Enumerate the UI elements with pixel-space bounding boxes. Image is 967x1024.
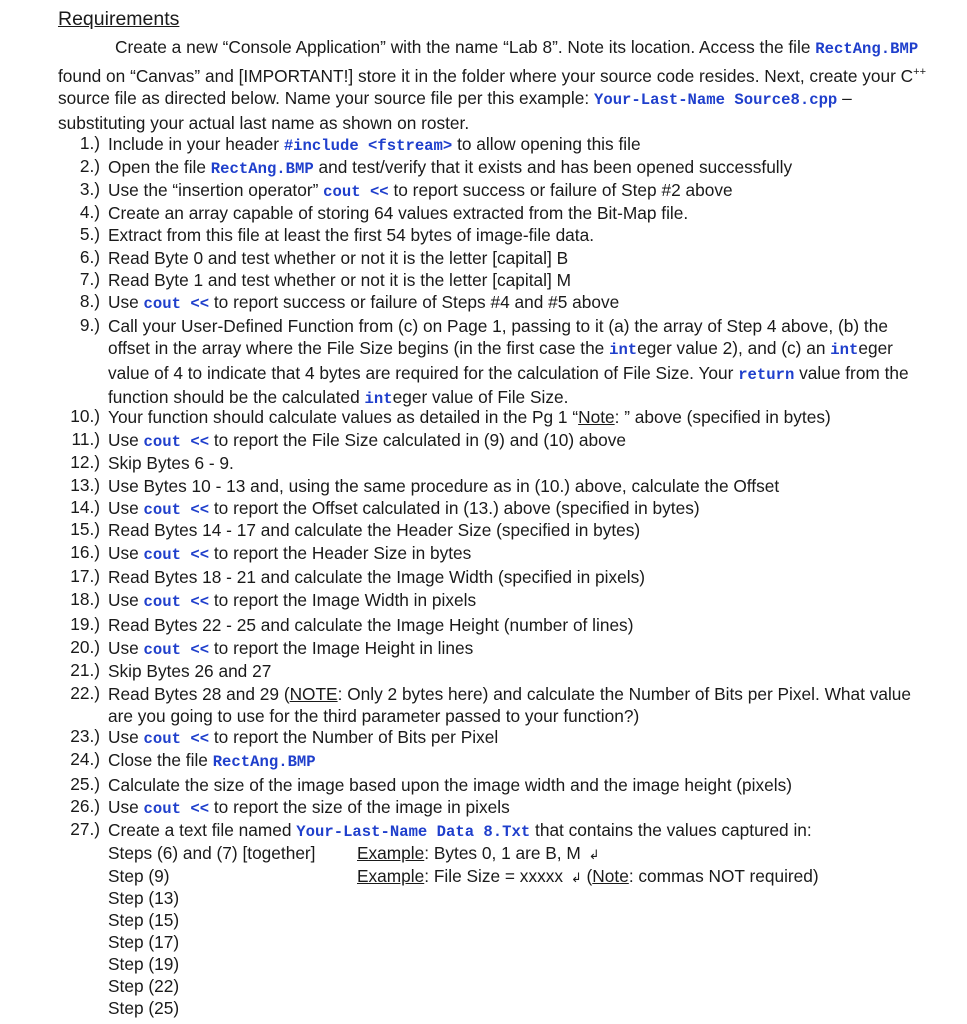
code-token: cout << xyxy=(143,501,210,519)
step-reference: Steps (6) and (7) [together] xyxy=(108,843,316,863)
code-token: cout << xyxy=(143,730,210,748)
text-segment: Create a text file named xyxy=(108,820,297,840)
return-arrow-icon: ↲ xyxy=(570,870,582,885)
text-segment: Call your User-Defined Function from (c) on Page 1, passing to it (a) the array of Step 4 above, (b) the offset in the array where the File Size begins (in the first case the xyxy=(108,316,888,359)
list-item-text xyxy=(108,566,928,588)
list-item-text xyxy=(108,269,928,291)
list-item-number: 14.) xyxy=(70,497,100,517)
example-label: Example xyxy=(357,866,425,886)
list-item-number: 21.) xyxy=(70,660,100,680)
text-segment: Your function should calculate values as detailed in the Pg 1 “ xyxy=(108,407,579,427)
text-segment: to report the Image Height in lines xyxy=(209,638,474,658)
text-segment: Use the “insertion operator” xyxy=(108,180,324,200)
text-segment: Use xyxy=(108,292,144,312)
intro-text: found on “Canvas” and [IMPORTANT!] store it in the folder where your source code resides. Next, create your C xyxy=(58,65,914,86)
code-token: cout << xyxy=(323,183,389,201)
text-segment: Calculate the size of the image based upon the image width and the image height (pixels) xyxy=(108,775,792,795)
list-item-number: 22.) xyxy=(70,683,100,703)
text-segment: to report success or failure of Steps #4 and #5 above xyxy=(209,292,620,312)
text-segment: : Only 2 bytes here) and calculate the Number of Bits per Pixel. What value are you going to use for the third parameter passed to your function?) xyxy=(108,684,912,727)
underlined-label: NOTE xyxy=(289,684,338,704)
list-item-text xyxy=(108,406,928,428)
step-reference: Step (13) xyxy=(108,888,180,908)
list-item-text xyxy=(108,683,928,728)
text-segment: to allow opening this file xyxy=(452,134,641,154)
code-token: RectAng.BMP xyxy=(212,753,316,771)
text-segment: Create an array capable of storing 64 values extracted from the Bit-Map file. xyxy=(108,203,689,223)
list-item-text xyxy=(108,133,928,157)
list-item-text xyxy=(108,774,928,796)
intro-paragraph xyxy=(58,36,938,135)
list-item-number: 27.) xyxy=(70,819,100,839)
list-item-number: 23.) xyxy=(70,726,100,746)
list-item-text xyxy=(108,315,928,410)
intro-file-name: RectAng.BMP xyxy=(815,40,919,58)
text-segment: to report the size of the image in pixels xyxy=(209,797,510,817)
list-item-number: 13.) xyxy=(70,475,100,495)
step-reference: Step (17) xyxy=(108,932,180,952)
list-item-number: 3.) xyxy=(79,179,100,199)
example-text: : File Size = xxxxx xyxy=(424,866,568,886)
list-item-number: 16.) xyxy=(70,542,100,562)
text-segment: Use xyxy=(108,543,144,563)
list-item-text xyxy=(108,291,928,315)
note-label: Note xyxy=(592,866,629,886)
text-segment: Use xyxy=(108,797,144,817)
paren: ( xyxy=(581,866,593,886)
text-segment: eger value of 4 to indicate that 4 bytes are required for the calculation of File Size. Your xyxy=(108,338,893,383)
code-token: int xyxy=(364,389,393,408)
list-item-text xyxy=(108,637,928,661)
step-reference: Step (19) xyxy=(108,954,180,974)
list-item-text xyxy=(108,749,928,773)
text-segment: Read Bytes 18 - 21 and calculate the Image Width (specified in pixels) xyxy=(108,567,645,587)
step-reference: Step (25) xyxy=(108,998,180,1018)
list-item-number: 6.) xyxy=(79,247,100,267)
text-segment: : ” above (specified in bytes) xyxy=(614,407,831,427)
plusplus-superscript: ++ xyxy=(913,65,927,78)
example-text: : Bytes 0, 1 are B, M xyxy=(424,843,586,863)
list-item-number: 18.) xyxy=(70,589,100,609)
text-segment: Use xyxy=(108,638,144,658)
list-item-number: 8.) xyxy=(79,291,100,311)
list-item-number: 15.) xyxy=(70,519,100,539)
list-item-number: 2.) xyxy=(79,156,100,176)
example-label: Example xyxy=(357,843,425,863)
text-segment: Use xyxy=(108,590,144,610)
text-segment: to report the File Size calculated in (9) and (10) above xyxy=(209,430,626,450)
intro-text: source file as directed below. Name your source file per this example: xyxy=(58,88,594,109)
text-segment: to report success or failure of Step #2 above xyxy=(388,180,733,200)
list-item-text xyxy=(108,497,928,521)
list-item-number: 25.) xyxy=(70,774,100,794)
text-segment: Read Bytes 14 - 17 and calculate the Header Size (specified in bytes) xyxy=(108,520,641,540)
note-text: : commas NOT required) xyxy=(628,866,819,886)
list-item-number: 10.) xyxy=(70,406,100,426)
list-item-text xyxy=(108,224,928,246)
text-segment: Use xyxy=(108,727,144,747)
list-item-text xyxy=(108,202,928,224)
text-segment: Open the file xyxy=(108,157,211,177)
list-item-text xyxy=(108,429,928,453)
code-token: cout << xyxy=(143,641,210,659)
list-item-number: 20.) xyxy=(70,637,100,657)
code-token: int xyxy=(609,341,638,360)
text-segment: Close the file xyxy=(108,750,213,770)
list-item-text xyxy=(108,796,928,820)
list-item-text xyxy=(108,247,928,269)
list-item-text xyxy=(108,726,928,750)
text-segment: that contains the values captured in: xyxy=(530,820,812,840)
code-token: cout << xyxy=(143,546,210,564)
list-item-text xyxy=(108,614,928,636)
code-token: Your-Last-Name Data 8.Txt xyxy=(296,823,531,841)
list-item-number: 9.) xyxy=(79,315,100,335)
list-item-number: 1.) xyxy=(79,133,100,153)
text-segment: and test/verify that it exists and has been opened successfully xyxy=(313,157,793,177)
text-segment: eger value 2), and (c) an xyxy=(637,338,831,359)
text-segment: to report the Number of Bits per Pixel xyxy=(209,727,499,747)
list-item-number: 4.) xyxy=(79,202,100,222)
list-item-number: 26.) xyxy=(70,796,100,816)
list-item-number: 5.) xyxy=(79,224,100,244)
text-segment: Read Byte 1 and test whether or not it is the letter [capital] M xyxy=(108,270,571,290)
code-token: cout << xyxy=(143,295,210,313)
list-item-text xyxy=(108,156,928,180)
list-item-text xyxy=(108,589,928,613)
text-segment: eger value of File Size. xyxy=(392,386,569,407)
text-segment: value from the function should be the calculated xyxy=(108,362,909,407)
step-reference: Step (22) xyxy=(108,976,180,996)
list-item-number: 19.) xyxy=(70,614,100,634)
code-token: cout << xyxy=(143,800,210,818)
list-item-number: 7.) xyxy=(79,269,100,289)
intro-text: Create a new “Console Application” with the name “Lab 8”. Note its location. Access the file xyxy=(115,37,816,57)
code-token: cout << xyxy=(143,593,210,611)
code-token: cout << xyxy=(143,433,210,451)
list-item-number: 17.) xyxy=(70,566,100,586)
text-segment: Skip Bytes 26 and 27 xyxy=(108,661,272,681)
text-segment: Use xyxy=(108,430,144,450)
step-reference: Step (15) xyxy=(108,910,180,930)
list-item-text xyxy=(108,542,928,566)
list-item-number: 12.) xyxy=(70,452,100,472)
list-item-text xyxy=(108,179,928,203)
example-line xyxy=(357,843,600,864)
text-segment: Use Bytes 10 - 13 and, using the same procedure as in (10.) above, calculate the Offset xyxy=(108,476,780,496)
intro-example-name: Your-Last-Name Source8.cpp xyxy=(593,91,838,110)
list-item-number: 24.) xyxy=(70,749,100,769)
return-arrow-icon: ↲ xyxy=(588,847,600,862)
text-segment: Read Bytes 22 - 25 and calculate the Image Height (number of lines) xyxy=(108,615,634,635)
text-segment: Use xyxy=(108,498,144,518)
list-item-number: 11.) xyxy=(71,429,100,449)
list-item-text xyxy=(108,660,928,682)
text-segment: Skip Bytes 6 - 9. xyxy=(108,453,234,473)
list-item-text xyxy=(108,452,928,474)
intro-text: – substituting your actual last name as shown on roster. xyxy=(58,88,852,133)
text-segment: Read Bytes 28 and 29 ( xyxy=(108,684,290,704)
requirements-heading: Requirements xyxy=(58,8,180,30)
code-token: RectAng.BMP xyxy=(210,160,314,178)
code-token: int xyxy=(830,341,859,360)
underlined-label: Note xyxy=(578,407,615,427)
text-segment: Extract from this file at least the first 54 bytes of image-file data. xyxy=(108,225,595,245)
list-item-text xyxy=(108,475,928,497)
code-token: #include <fstream> xyxy=(283,137,453,155)
text-segment: to report the Image Width in pixels xyxy=(209,590,477,610)
code-token: return xyxy=(738,365,795,384)
example-line xyxy=(357,866,819,887)
text-segment: to report the Header Size in bytes xyxy=(209,543,472,563)
list-item-text xyxy=(108,519,928,541)
list-item-text xyxy=(108,819,928,843)
step-reference: Step (9) xyxy=(108,866,170,886)
text-segment: Include in your header xyxy=(108,134,284,154)
text-segment: Read Byte 0 and test whether or not it is the letter [capital] B xyxy=(108,248,569,268)
text-segment: to report the Offset calculated in (13.) above (specified in bytes) xyxy=(209,498,700,518)
